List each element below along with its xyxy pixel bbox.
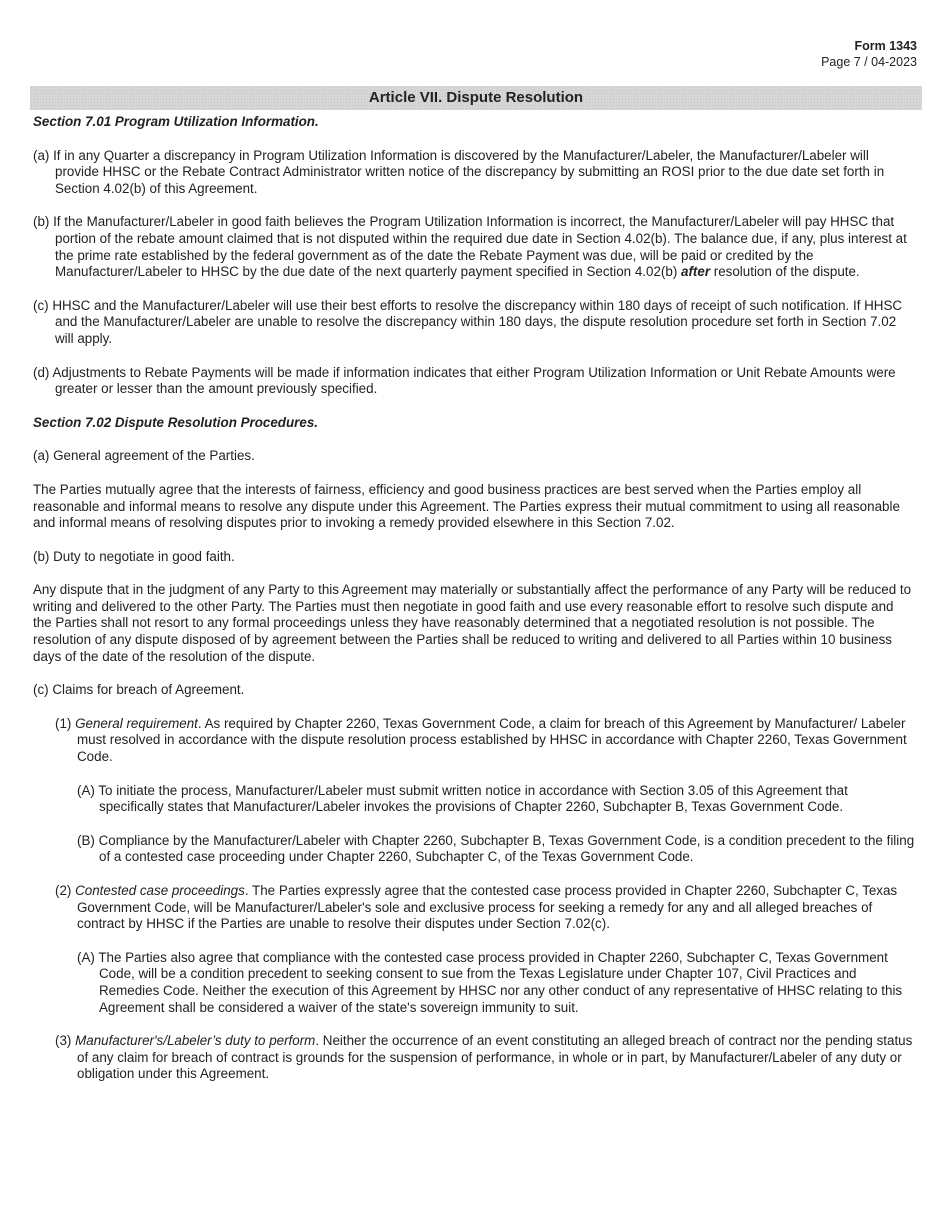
- clause: [55, 1033, 915, 1083]
- clause-term: Contested case proceedings: [75, 883, 245, 898]
- clause: [55, 883, 915, 933]
- subsection-heading: (c) Claims for breach of Agreement.: [33, 682, 245, 698]
- paragraph: The Parties mutually agree that the interests of fairness, efficiency and good business practices are best served when the Parties employ all reasonable and informal means to resolve any dispute under this Agreement. The Parties express their mutual commitment to using all reasonable and informal means of resolving disputes prior to invoking a remedy provided elsewhere in this Section 7.02.: [33, 481, 900, 531]
- clause-text: . As required by Chapter 2260, Texas Government Code, a claim for breach of this Agreement by Manufacturer/ Labeler must resolved in accordance with the dispute resolution process established by HHSC in accordance with Chapter 2260, Texas Government Code.: [77, 715, 907, 765]
- clause-text: . Neither the occurrence of an event constituting an alleged breach of contract nor the pending status of any claim for breach of contract is grounds for the suspension of performance, in whole or in part, by Manufacturer/Labeler of any duty or obligation under this Agreement.: [77, 1033, 913, 1082]
- sub-clause: (B) Compliance by the Manufacturer/Labeler with Chapter 2260, Subchapter B, Texas Government Code, is a condition precedent to the filing of a contested case proceeding under Chapter 2260, Subchapter C, of the Texas Government Code.: [77, 832, 915, 865]
- text-segment: (b) If the Manufacturer/Labeler in good faith believes the Program Utilization Information is incorrect, the Manufacturer/Labeler will pay HHSC that portion of the rebate amount claimed that is not disputed within the required due date in Section 4.02(b). The balance due, if any, plus interest at the prime rate established by the federal government as of the date the Rebate Payment was due, will be paid or credited by the Manufacturer/Labeler to HHSC by the due date of the next quarterly payment specified in Section 4.02(b): [33, 214, 907, 280]
- page-number: Page 7 / 04-2023: [821, 55, 917, 69]
- page-header: [821, 38, 917, 71]
- subsection-heading: (b) Duty to negotiate in good faith.: [33, 548, 235, 564]
- article-title: Article VII. Dispute Resolution: [30, 86, 922, 110]
- text-segment: resolution of the dispute.: [710, 264, 860, 280]
- paragraph: (d) Adjustments to Rebate Payments will be made if information indicates that either Program Utilization Information or Unit Rebate Amounts were greater or lesser than the amount previously specified.: [33, 364, 896, 397]
- sub-clause: (A) To initiate the process, Manufacturer/Labeler must submit written notice in accordance with Section 3.05 of this Agreement that specifically states that Manufacturer/Labeler invokes the provisions of Chapter 2260, Subchapter B, Texas Government Code.: [77, 782, 848, 815]
- form-number: Form 1343: [854, 39, 917, 53]
- section-title: Section 7.01 Program Utilization Information.: [33, 114, 319, 129]
- paragraph: Any dispute that in the judgment of any Party to this Agreement may materially or substantially affect the performance of any Party will be reduced to writing and delivered to the other Party. The Parties must then negotiate in good faith and use every reasonable effort to resolve such dispute and the Parties shall not resort to any formal proceedings unless they have reasonably determined that a negotiated resolution is not possible. The resolution of any dispute disposed of by agreement between the Parties shall be reduced to writing and delivered to all Parties within 10 business days of the date of the resolution of the dispute.: [33, 582, 912, 664]
- section-title: Section 7.02 Dispute Resolution Procedures.: [33, 414, 318, 430]
- clause: [55, 716, 915, 766]
- paragraph: (c) HHSC and the Manufacturer/Labeler will use their best efforts to resolve the discrepancy within 180 days of receipt of such notification. If HHSC and the Manufacturer/Labeler are unable to resolve the discrepancy within 180 days, the dispute resolution procedure set forth in Section 7.02 will apply.: [33, 297, 903, 346]
- emphasis: after: [681, 264, 711, 280]
- clause-number: (2): [55, 883, 76, 898]
- clause-term: Manufacturer's/Labeler’s duty to perform: [75, 1033, 316, 1049]
- paragraph: (a) If in any Quarter a discrepancy in Program Utilization Information is discovered by the Manufacturer/Labeler, the Manufacturer/Labeler will provide HHSC or the Rebate Contract Administrator written notice of the discrepancy by submitting an ROSI prior to the due date set forth in Section 4.02(b) of this Agreement.: [33, 147, 885, 196]
- clause-term: General requirement: [75, 715, 198, 731]
- clause-number: (3): [55, 1033, 76, 1049]
- clause-text: . The Parties expressly agree that the contested case process provided in Chapter 2260, Subchapter C, Texas Government Code, will be Manufacturer/Labeler's sole and exclusive process for seeking a remedy for any and all alleged breaches of contract by HHSC if the Parties are unable to resolve their disputes under Section 7.02(c).: [77, 883, 898, 932]
- clause-number: (1): [55, 715, 76, 731]
- document-body: [33, 114, 915, 1083]
- paragraph: [33, 214, 915, 280]
- subsection-heading: (a) General agreement of the Parties.: [33, 448, 255, 464]
- sub-clause: (A) The Parties also agree that compliance with the contested case process provided in Chapter 2260, Subchapter C, Texas Government Code, will be a condition precedent to seeking consent to sue from the Texas Legislature under Chapter 107, Civil Practices and Remedies Code. Neither the execution of this Agreement by HHSC nor any other conduct of any representative of HHSC relating to this Agreement shall be considered a waiver of the state's sovereign immunity to suit.: [77, 949, 903, 1015]
